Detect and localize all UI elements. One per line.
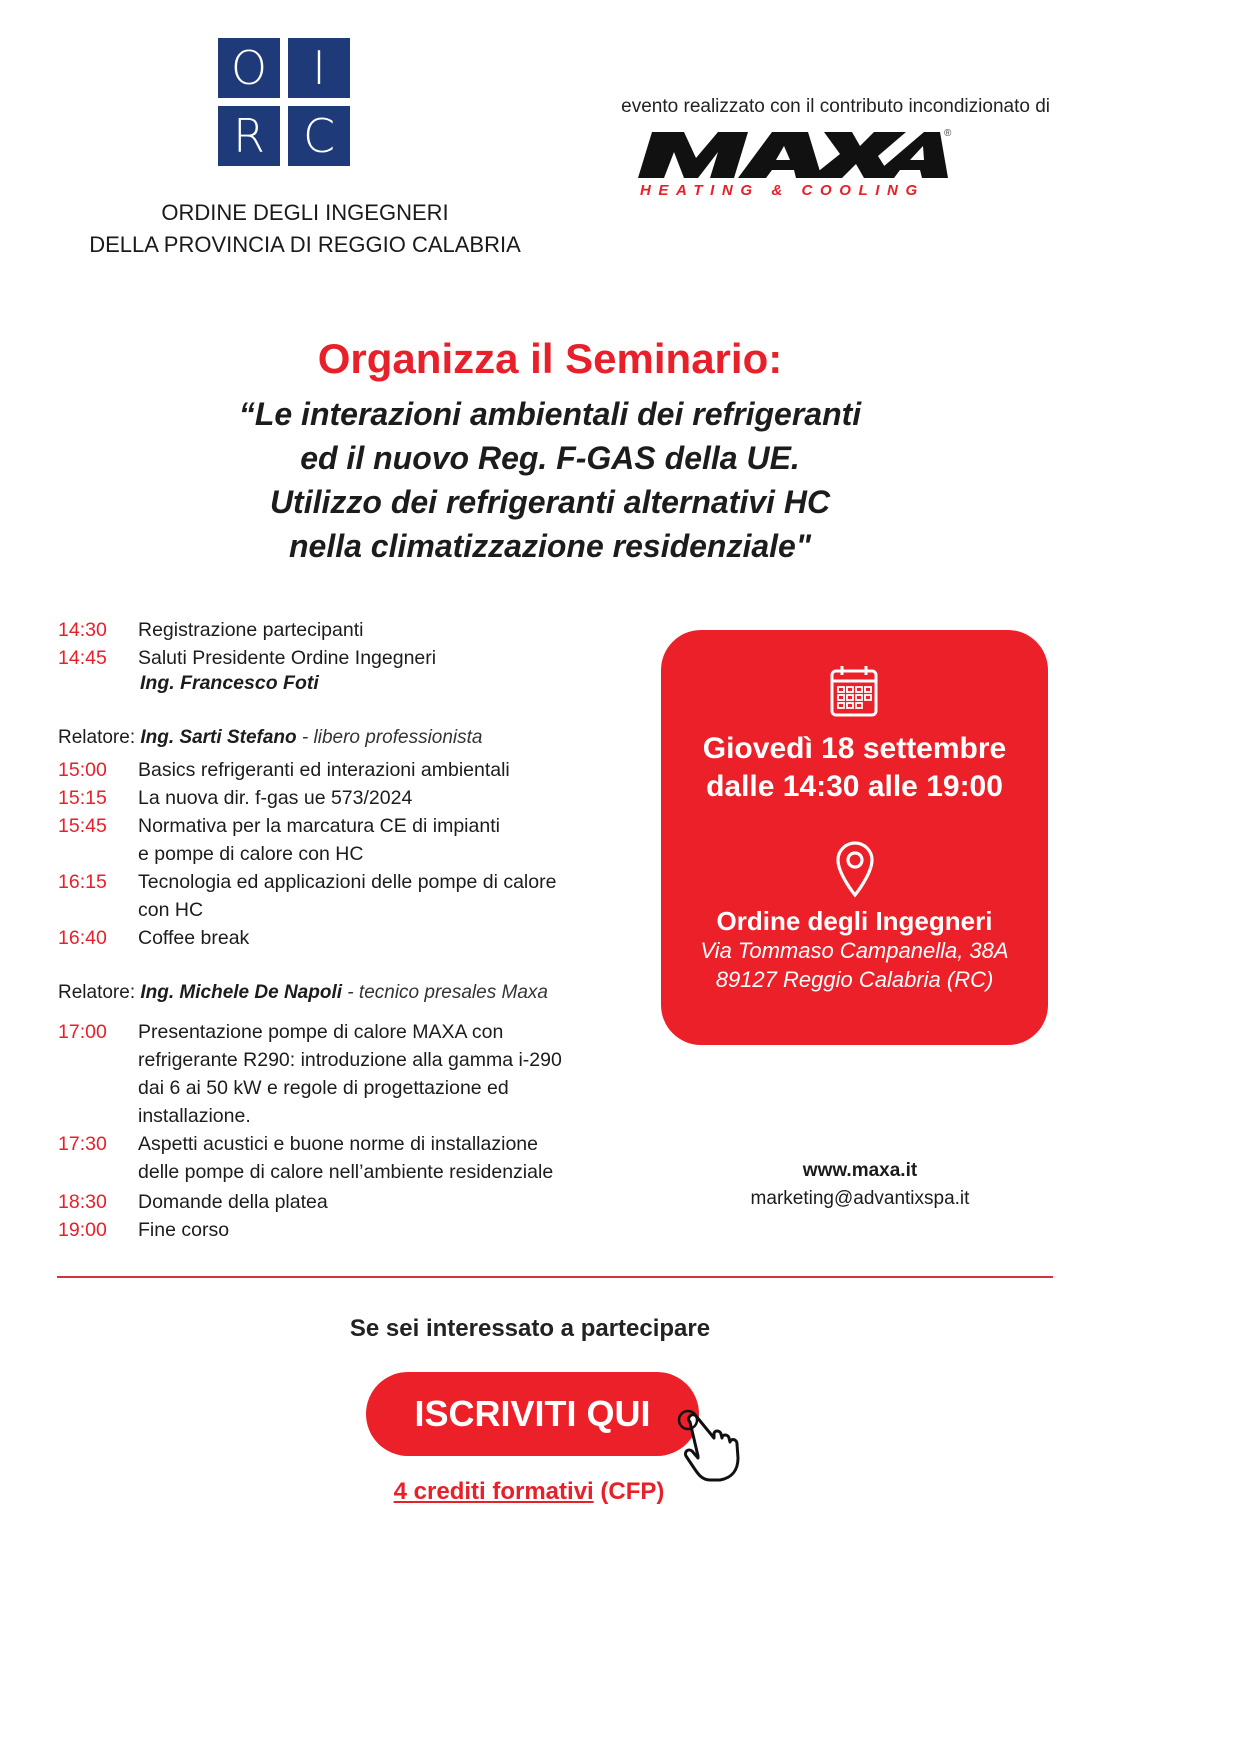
agenda-line: refrigerante R290: introduzione alla gamma i-290 (138, 1049, 562, 1071)
agenda-line: Domande della platea (138, 1191, 328, 1213)
agenda-line: La nuova dir. f-gas ue 573/2024 (138, 787, 413, 809)
speaker-name: Ing. Michele De Napoli (140, 982, 343, 1003)
agenda-time: 14:30 (58, 619, 107, 641)
agenda-desc (138, 756, 618, 784)
agenda-line: Registrazione partecipanti (138, 619, 364, 641)
agenda-line: delle pompe di calore nell’ambiente residenziale (138, 1161, 554, 1183)
speaker-prefix: Relatore: (58, 727, 141, 748)
register-button[interactable]: ISCRIVITI QUI (366, 1372, 699, 1456)
subtitle-line: “Le interazioni ambientali dei refrigeranti (238, 396, 862, 432)
subtitle-line: ed il nuovo Reg. F-GAS della UE. (300, 440, 800, 476)
agenda-line: Coffee break (138, 927, 250, 949)
subtitle-line: nella climatizzazione residenziale" (288, 528, 812, 564)
agenda-line: Aspetti acustici e buone norme di installazione (138, 1133, 538, 1155)
agenda-desc (138, 868, 618, 924)
agenda-time: 16:40 (58, 927, 107, 949)
event-info-card (661, 630, 1048, 1045)
calendar-icon (829, 664, 879, 718)
organizer-name-line1: ORDINE DEGLI INGEGNERI (161, 200, 449, 225)
agenda-line: dai 6 ai 50 kW e regole di progettazione ed (138, 1077, 509, 1099)
pointing-hand-icon (676, 1408, 748, 1484)
agenda-line: e pompe di calore con HC (138, 843, 364, 865)
speaker-line-1 (58, 727, 483, 749)
speaker-role: - tecnico presales Maxa (342, 982, 548, 1003)
cta-prompt: Se sei interessato a partecipare (349, 1315, 711, 1342)
location-pin-icon (834, 840, 876, 898)
agenda-desc (138, 1018, 618, 1130)
agenda-line: Saluti Presidente Ordine Ingegneri (138, 647, 437, 669)
speaker-role: - libero professionista (296, 727, 483, 748)
president-name: Ing. Francesco Foti (140, 672, 319, 694)
agenda-desc (138, 644, 618, 672)
agenda-line: Normativa per la marcatura CE di impianti (138, 815, 500, 837)
agenda-desc (138, 1216, 618, 1244)
agenda-desc (138, 812, 618, 868)
seminar-subtitle (0, 392, 1100, 568)
agenda-desc (138, 784, 618, 812)
agenda-line: Fine corso (138, 1219, 230, 1241)
maxa-wordmark (638, 130, 948, 180)
logo-letter-i: I (288, 38, 350, 98)
event-address-line1: Via Tommaso Campanella, 38A (700, 938, 1009, 963)
agenda-time: 17:00 (58, 1021, 107, 1043)
credits-note (0, 1478, 1058, 1506)
credits-link[interactable]: 4 crediti formativi (393, 1478, 594, 1505)
agenda-line: con HC (138, 899, 204, 921)
agenda-line: Presentazione pompe di calore MAXA con (138, 1021, 504, 1043)
email-link[interactable]: marketing@advantixspa.it (750, 1188, 970, 1209)
speaker-line-2 (58, 982, 548, 1004)
oirc-logo (218, 38, 350, 166)
logo-letter-c: C (288, 106, 350, 166)
agenda-time: 19:00 (58, 1219, 107, 1241)
logo-letter-o: O (218, 38, 280, 98)
agenda-desc (138, 616, 618, 644)
sponsor-note: evento realizzato con il contributo incondizionato di (621, 96, 1050, 117)
agenda-line: Tecnologia ed applicazioni delle pompe di calore (138, 871, 557, 893)
agenda-time: 18:30 (58, 1191, 107, 1213)
credits-suffix: (CFP) (593, 1478, 665, 1505)
logo-letter-r: R (218, 106, 280, 166)
agenda-line: installazione. (138, 1105, 251, 1127)
organizer-name-line2: DELLA PROVINCIA DI REGGIO CALABRIA (89, 232, 521, 257)
agenda-time: 15:45 (58, 815, 107, 837)
agenda-time: 15:15 (58, 787, 107, 809)
event-address-line2: 89127 Reggio Calabria (RC) (715, 967, 994, 992)
agenda-time: 17:30 (58, 1133, 107, 1155)
event-venue: Ordine degli Ingegneri (716, 906, 993, 936)
agenda-desc (138, 1188, 618, 1216)
agenda-desc (138, 1130, 618, 1186)
agenda-desc (138, 924, 618, 952)
agenda-time: 15:00 (58, 759, 107, 781)
section-divider (57, 1276, 1053, 1278)
agenda-time: 16:15 (58, 871, 107, 893)
event-time: dalle 14:30 alle 19:00 (706, 770, 1003, 803)
seminar-title: Organizza il Seminario: (317, 335, 783, 382)
event-date: Giovedì 18 settembre (702, 732, 1007, 765)
speaker-prefix: Relatore: (58, 982, 141, 1003)
maxa-tagline: HEATING & COOLING (640, 182, 925, 199)
registered-mark: ® (944, 128, 952, 139)
subtitle-line: Utilizzo dei refrigeranti alternativi HC (269, 484, 831, 520)
speaker-name: Ing. Sarti Stefano (140, 727, 297, 748)
website-link[interactable]: www.maxa.it (802, 1160, 918, 1181)
agenda-time: 14:45 (58, 647, 107, 669)
agenda-line: Basics refrigeranti ed interazioni ambientali (138, 759, 510, 781)
maxa-logo (638, 130, 958, 202)
